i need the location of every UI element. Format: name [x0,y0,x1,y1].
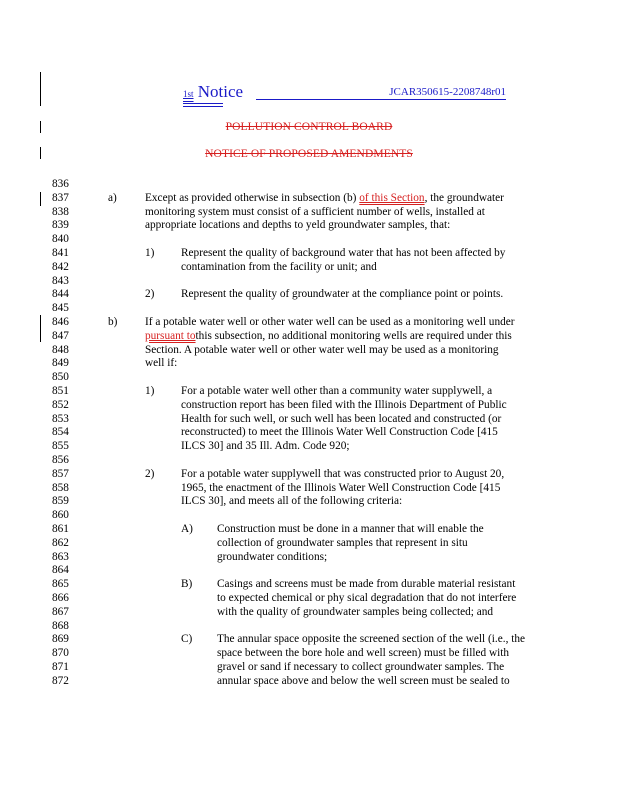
text-run: contamination from the facility or unit; and [181,260,377,273]
line-number: 862 [52,536,69,549]
subsection-label: 1) [145,385,155,397]
line-number: 865 [52,578,69,591]
text-run: If a potable water well or other water well can be used as a monitoring well under [145,316,515,328]
line-text [145,218,450,232]
inserted-text: of this Section [359,191,425,204]
text-run: with the quality of groundwater samples being collected; and [217,605,494,618]
line-number: 842 [52,260,69,273]
text-run: this subsection, no additional monitoring wells are required under this [195,329,512,342]
line-number: 840 [52,233,69,246]
subsection-label: a) [108,191,117,204]
subsection-label: 2) [145,288,155,301]
line-number: 860 [52,509,69,522]
line-number: 857 [52,467,69,480]
doc-id: JCAR350615-2208748r01 [256,86,506,100]
line-text [181,412,501,426]
text-run: ILCS 30], and meets all of the following criteria: [181,495,403,508]
line-number: 856 [52,454,69,466]
notice-title: NOTICE OF PROPOSED AMENDMENTS [205,148,413,160]
line-number: 846 [52,316,69,328]
change-bar-header [40,72,41,106]
line-number: 848 [52,343,69,356]
subsection-label: B) [181,578,193,591]
text-run: Casings and screens must be made from durable material resistant [217,578,516,591]
line-number: 843 [52,274,69,287]
text-run: For a potable water supplywell that was constructed prior to August 20, [181,467,505,480]
line-text [145,191,504,205]
line-text [145,329,512,343]
notice-heading [183,82,243,102]
line-number: 851 [52,385,69,397]
line-text [217,591,516,605]
text-run: 1965, the enactment of the Illinois Water Well Construction Code [415 [181,481,501,494]
subsection-label: 2) [145,467,155,480]
line-text [217,646,509,660]
text-run: Health for such well, or such well has been located and constructed (or [181,412,502,425]
line-number: 858 [52,481,69,494]
line-text [217,536,468,550]
line-number: 854 [52,426,69,439]
text-run: groundwater conditions; [217,550,328,563]
text-run: appropriate locations and depths to yeld groundwater samples, that: [145,219,451,232]
line-text [181,384,492,398]
line-text [217,632,525,646]
line-number: 847 [52,329,69,342]
board-title: POLLUTION CONTROL BOARD [225,121,393,133]
line-text [181,425,498,439]
line-text [181,494,402,508]
change-bar-837 [40,192,41,206]
line-number: 836 [52,178,69,190]
line-number: 868 [52,619,69,632]
line-text [181,398,507,412]
line-number: 852 [52,398,69,411]
line-text [181,246,505,260]
line-text [217,577,515,591]
notice-text: Notice [197,82,244,101]
line-number: 869 [52,633,69,646]
text-run: , the groundwater [424,191,504,204]
notice-number [183,82,194,102]
line-number: 850 [52,371,69,384]
text-run: The annular space opposite the screened section of the well (i.e., the [217,633,526,646]
text-run: Represent the quality of background water that has not been affected by [181,247,506,259]
line-text [181,467,504,481]
line-number: 867 [52,605,69,618]
line-number: 838 [52,205,69,218]
line-text [181,260,377,274]
line-text [217,660,504,674]
line-number: 855 [52,440,69,453]
subsection-label: b) [108,316,118,328]
line-number: 864 [52,564,69,577]
line-text [181,287,503,301]
line-number: 859 [52,495,69,508]
line-number: 845 [52,302,69,315]
text-run: collection of groundwater samples that represent in situ [217,536,468,549]
line-number: 863 [52,550,69,563]
line-number: 841 [52,247,69,259]
line-number: 853 [52,412,69,425]
text-run: ILCS 30] and 35 Ill. Adm. Code 920; [181,440,350,453]
line-text [217,522,484,536]
text-run: For a potable water well other than a community water supplywell, a [181,385,493,397]
change-bar-846 [40,315,41,342]
line-number: 844 [52,288,69,301]
notice-underline-1 [183,103,223,104]
text-run: Construction must be done in a manner that will enable the [217,523,484,535]
notice-underline-2 [183,106,223,107]
text-run: monitoring system must consist of a sufficient number of wells, installed at [145,205,485,218]
line-text [145,343,499,357]
line-number: 866 [52,592,69,604]
line-text [181,439,350,453]
line-number: 872 [52,674,69,687]
text-run: to expected chemical or phy sical degradation that do not interfere [217,592,517,604]
line-text [217,674,510,688]
line-text [145,315,515,329]
subsection-label: C) [181,633,193,646]
line-number: 849 [52,357,69,370]
subsection-label: A) [181,523,193,535]
text-run: annular space above and below the well screen must be sealed to [217,674,510,687]
text-run: well if: [145,357,178,370]
line-number: 871 [52,661,69,673]
text-run: construction report has been filed with the Illinois Department of Public [181,398,507,411]
line-text [217,550,327,564]
text-run: space between the bore hole and well screen) must be filled with [217,647,510,660]
line-text [217,605,493,619]
line-text [145,205,485,219]
line-text [145,356,177,370]
inserted-text: pursuant to [145,329,196,342]
text-run: Represent the quality of groundwater at the compliance point or points. [181,288,504,301]
subsection-label: 1) [145,247,155,259]
notice-super: 1st [183,89,194,99]
text-run: gravel or sand if necessary to collect groundwater samples. The [217,661,505,673]
text-run: Except as provided otherwise in subsection (b) [145,191,360,204]
text-run: reconstructed) to meet the Illinois Water Well Construction Code [415 [181,426,498,439]
line-number: 870 [52,647,69,660]
line-number: 861 [52,523,69,535]
line-number: 837 [52,191,69,204]
line-number: 839 [52,219,69,232]
line-text [181,481,500,495]
text-run: Section. A potable water well or other water well may be used as a monitoring [145,343,499,356]
